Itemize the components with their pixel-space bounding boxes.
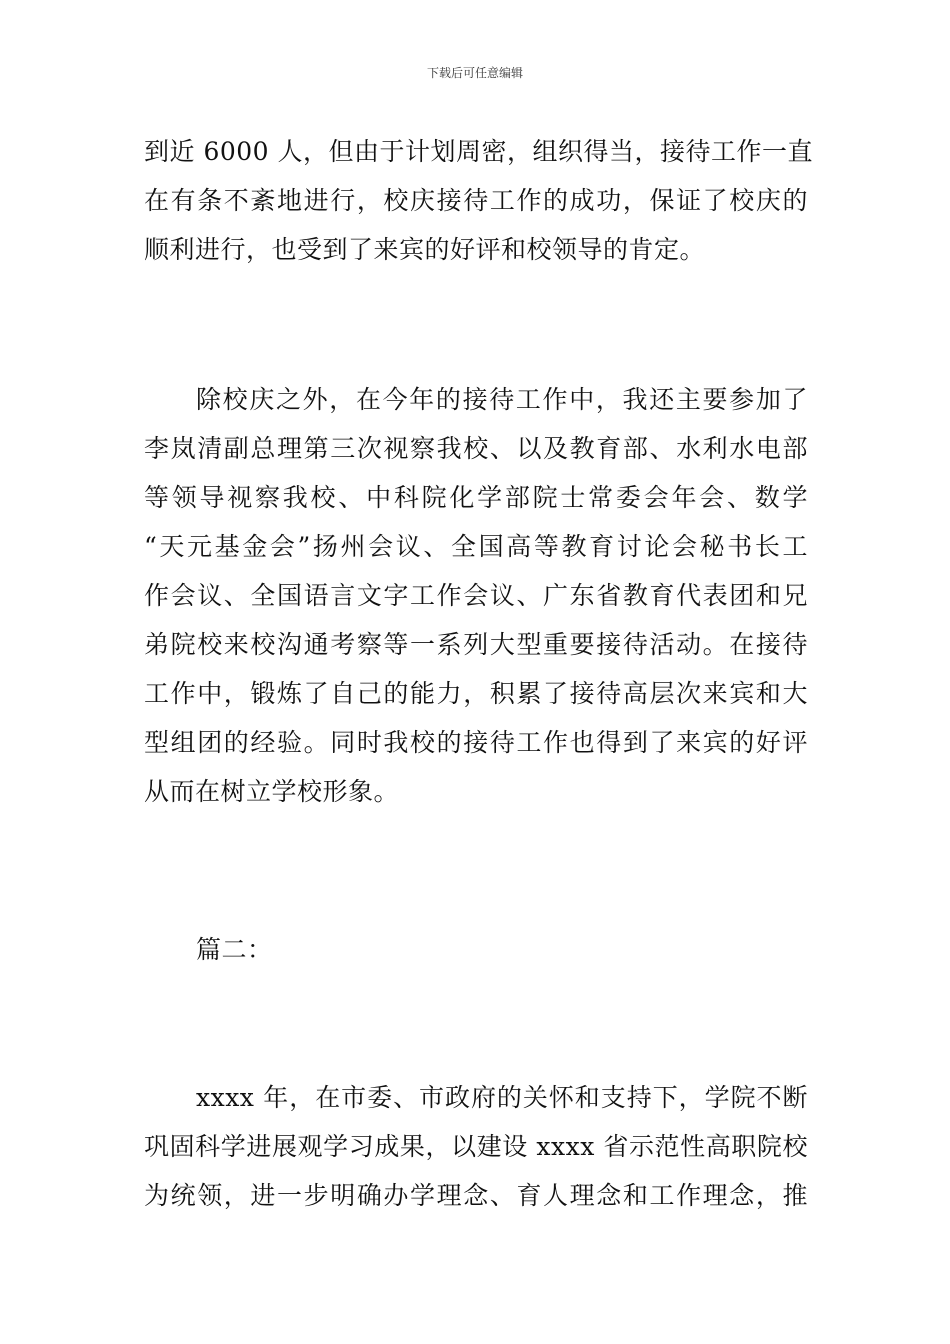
text-line: 到近 6000 人，但由于计划周密，组织得当，接待工作一直	[144, 137, 814, 166]
text-line: 作会议、全国语言文字工作会议、广东省教育代表团和兄	[144, 581, 808, 610]
text-line: 弟院校来校沟通考察等一系列大型重要接待活动。在接待	[144, 630, 808, 659]
text-line: 在有条不紊地进行，校庆接待工作的成功，保证了校庆的	[144, 186, 808, 215]
text-line: xxxx 年，在市委、市政府的关怀和支持下，学院不断	[196, 1083, 808, 1112]
text-line: 工作中，锻炼了自己的能力，积累了接待高层次来宾和大	[144, 679, 808, 708]
text-line: 除校庆之外，在今年的接待工作中，我还主要参加了	[196, 385, 808, 414]
text-line: 型组团的经验。同时我校的接待工作也得到了来宾的好评	[144, 728, 808, 757]
text-line: 等领导视察我校、中科院化学部院士常委会年会、数学	[144, 483, 808, 512]
text-line: 李岚清副总理第三次视察我校、以及教育部、水利水电部	[144, 434, 808, 463]
text-line: 从而在树立学校形象。	[144, 777, 400, 806]
paragraph-1	[144, 127, 814, 274]
text-line: 巩固科学进展观学习成果，以建设 xxxx 省示范性高职院校	[144, 1132, 808, 1161]
paragraph-3	[144, 1073, 808, 1220]
heading-text: 篇二：	[196, 935, 273, 964]
text-line: “天元基金会”扬州会议、全国高等教育讨论会秘书长工	[144, 532, 808, 561]
section-heading	[144, 925, 808, 974]
text-line: 顺利进行，也受到了来宾的好评和校领导的肯定。	[144, 235, 706, 264]
page-header: 下载后可任意编辑	[426, 66, 523, 80]
text-line: 为统领，进一步明确办学理念、育人理念和工作理念，推	[144, 1181, 808, 1210]
paragraph-2	[144, 375, 808, 816]
